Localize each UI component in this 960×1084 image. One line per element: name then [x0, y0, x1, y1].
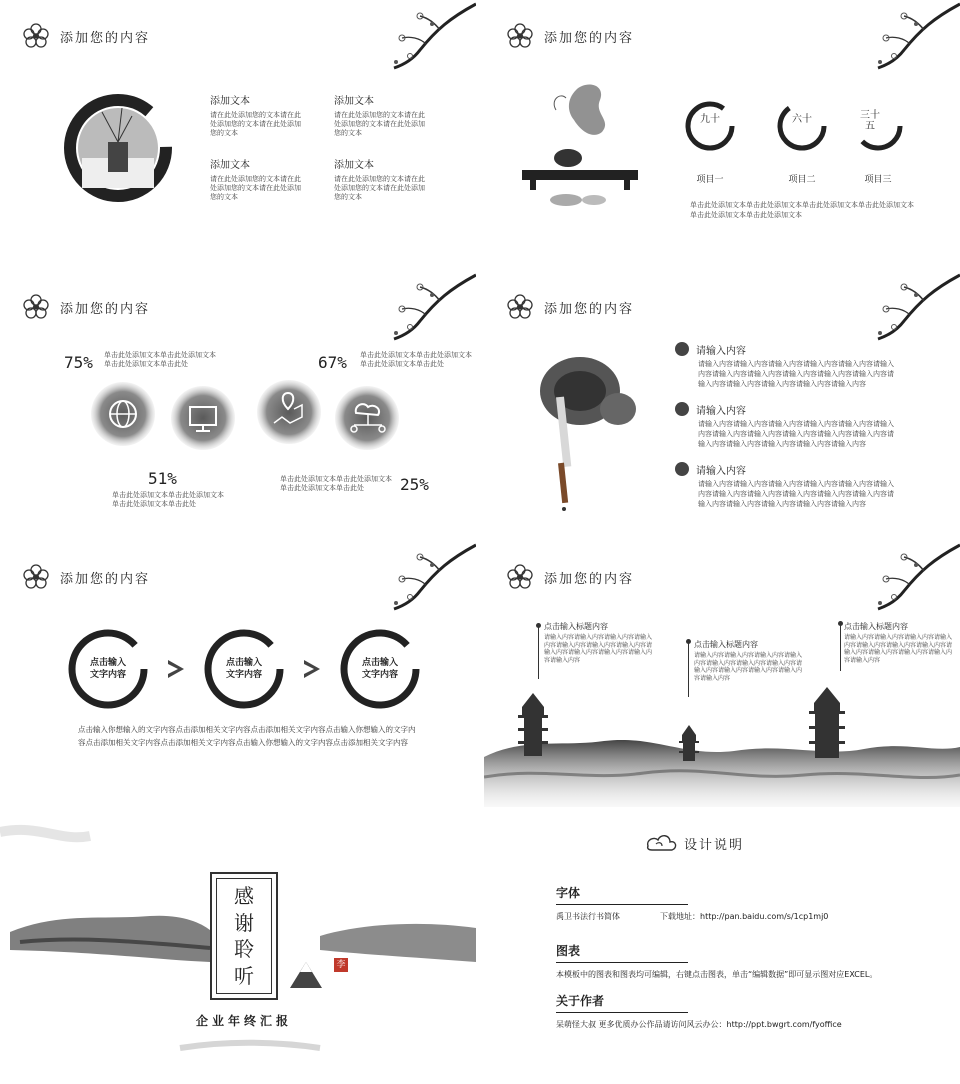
plum-flower-icon	[506, 22, 534, 50]
ink-dot-icon	[674, 341, 690, 357]
tea-set-image	[516, 70, 644, 210]
percent-value: 51%	[148, 469, 177, 488]
notes-section-heading: 图表	[556, 942, 688, 963]
ink-dot-icon	[674, 461, 690, 477]
percent-description: 单击此处添加文本单击此处添加文本单击此处添加文本单击此处	[104, 351, 216, 368]
plum-flower-icon	[22, 293, 50, 321]
text-block-heading: 添加文本	[334, 96, 374, 107]
thanks-char: 听	[234, 963, 254, 988]
text-block-2	[334, 92, 430, 138]
slide-header	[506, 563, 634, 591]
content-item-heading: 请输入内容	[696, 345, 746, 357]
content-item-heading: 请输入内容	[696, 465, 746, 477]
header-title: 添加您的内容	[544, 30, 635, 46]
auspicious-cloud-icon	[644, 830, 680, 854]
plum-branch-decoration	[864, 541, 960, 613]
pin-annotation	[544, 621, 654, 664]
text-block-4	[334, 156, 430, 202]
notes-section-heading: 字体	[556, 884, 688, 905]
flow-step-text: 点击输入 文字内容	[225, 658, 262, 680]
content-item	[674, 401, 894, 449]
plum-flower-icon	[22, 563, 50, 591]
slide-header	[22, 22, 150, 50]
thanks-char: 聆	[234, 937, 254, 962]
content-item-heading: 请输入内容	[696, 405, 746, 417]
slide-1[interactable]	[0, 0, 476, 266]
slide-4[interactable]	[484, 271, 960, 537]
text-block-heading: 添加文本	[334, 160, 374, 171]
plum-flower-icon	[506, 563, 534, 591]
pin-text: 请输入内容请输入内容请输入内容请输入内容请输入内容请输入内容请输入内容请输入内容请输入内容请输入内容请输入内容请输入内容	[844, 634, 953, 664]
slide-5[interactable]	[0, 541, 476, 807]
slide-3[interactable]	[0, 271, 476, 537]
percent-description: 单击此处添加文本单击此处添加文本单击此处添加文本单击此处	[280, 475, 392, 492]
red-seal-stamp: 李	[334, 958, 348, 972]
header-title: 添加您的内容	[60, 301, 151, 317]
brush-ring	[774, 98, 830, 154]
percent-description: 单击此处添加文本单击此处添加文本单击此处添加文本单击此处	[112, 491, 224, 508]
plum-flower-icon	[22, 22, 50, 50]
chevron-right-icon	[164, 657, 188, 681]
header-title: 添加您的内容	[544, 301, 635, 317]
notes-section-chart	[556, 942, 906, 980]
slide-paragraph: 单击此处添加文本单击此处添加文本单击此处添加文本单击此处添加文本单击此处添加文本单击此处添加文本	[690, 201, 914, 219]
slide-7[interactable]	[0, 812, 476, 1078]
inkstone-brush-image	[536, 333, 636, 533]
ring-label: 九十	[700, 114, 720, 125]
pin-heading: 点击输入标题内容	[844, 622, 908, 631]
slide-2[interactable]	[484, 0, 960, 266]
pagoda-landscape-image	[484, 677, 960, 807]
slide-header	[22, 293, 150, 321]
content-item	[674, 461, 894, 509]
plum-flower-icon	[506, 293, 534, 321]
project-label: 项目二	[788, 175, 816, 185]
globe-icon	[88, 379, 158, 449]
ink-dot-icon	[674, 401, 690, 417]
ink-ring-image	[62, 92, 174, 204]
text-block-body: 请在此处添加您的文本请在此处添加您的文本请在此处添加您的文本	[334, 175, 425, 201]
plum-branch-decoration	[380, 541, 476, 613]
content-item	[674, 341, 894, 389]
percent-value: 75%	[64, 353, 93, 372]
brush-ring	[682, 98, 738, 154]
slide-paragraph: 点击输入你想输入的文字内容点击添加相关文字内容点击添加相关文字内容点击输入你想输入的文字内容点击添加相关文字内容点击添加相关文字内容点击输入你想输入的文字内容点击添加相关文字内容	[78, 725, 416, 747]
thanks-char: 谢	[234, 910, 254, 935]
slide-header	[506, 22, 634, 50]
percent-value: 67%	[318, 353, 347, 372]
plum-branch-decoration	[864, 0, 960, 72]
content-item-text: 请输入内容请输入内容请输入内容请输入内容请输入内容请输入内容请输入内容请输入内容请输入内容请输入内容请输入内容请输入内容请输入内容请输入内容请输入内容请输入内容	[698, 360, 894, 388]
project-label: 项目三	[864, 175, 892, 185]
content-item-text: 请输入内容请输入内容请输入内容请输入内容请输入内容请输入内容请输入内容请输入内容请输入内容请输入内容请输入内容请输入内容请输入内容请输入内容请输入内容请输入内容	[698, 480, 894, 508]
project-label: 项目一	[696, 175, 724, 185]
text-block-heading: 添加文本	[210, 96, 250, 107]
chevron-right-icon	[300, 657, 324, 681]
pin-annotation	[694, 639, 804, 682]
map-pin-icon	[254, 377, 324, 447]
text-block-heading: 添加文本	[210, 160, 250, 171]
pin-line	[538, 625, 539, 679]
percent-value: 25%	[400, 475, 429, 494]
thanks-char: 感	[234, 884, 254, 909]
percent-description: 单击此处添加文本单击此处添加文本单击此处添加文本单击此处	[360, 351, 472, 368]
plum-branch-decoration	[380, 0, 476, 72]
text-block-body: 请在此处添加您的文本请在此处添加您的文本请在此处添加您的文本	[210, 175, 301, 201]
pin-line	[840, 623, 841, 671]
pin-text: 请输入内容请输入内容请输入内容请输入内容请输入内容请输入内容请输入内容请输入内容请输入内容请输入内容请输入内容请输入内容	[544, 634, 653, 664]
flow-step-text: 点击输入 文字内容	[89, 658, 126, 680]
company-report-title: 企业年终汇报	[196, 1014, 293, 1028]
slide-8[interactable]	[484, 812, 960, 1078]
plum-branch-decoration	[380, 271, 476, 343]
pin-heading: 点击输入标题内容	[544, 622, 608, 631]
slide-header	[22, 563, 150, 591]
design-notes-title: 设计说明	[684, 838, 745, 853]
ring-label: 六十	[792, 114, 812, 125]
slide-header	[506, 293, 634, 321]
header-title: 添加您的内容	[60, 571, 151, 587]
monitor-icon	[168, 383, 238, 453]
ring-label: 三十五	[860, 110, 880, 132]
notes-section-heading: 关于作者	[556, 992, 688, 1013]
text-block-body: 请在此处添加您的文本请在此处添加您的文本请在此处添加您的文本	[210, 111, 301, 137]
author-link-text[interactable]: 呆萌怪大叔 更多优质办公作品请访问风云办公：http://ppt.bwgrt.com/fyoffice	[556, 1020, 842, 1029]
slide-6[interactable]	[484, 541, 960, 807]
text-block-3	[210, 156, 306, 202]
notes-section-font	[556, 884, 906, 922]
flow-step-text: 点击输入 文字内容	[361, 658, 398, 680]
pin-text: 请输入内容请输入内容请输入内容请输入内容请输入内容请输入内容请输入内容请输入内容请输入内容请输入内容请输入内容请输入内容	[694, 652, 803, 682]
thanks-frame	[210, 872, 278, 1000]
notes-section-text: 禹卫书法行书简体	[556, 912, 620, 921]
cloud-network-icon	[332, 383, 402, 453]
header-title: 添加您的内容	[544, 571, 635, 587]
plum-branch-decoration	[864, 271, 960, 343]
pin-heading: 点击输入标题内容	[694, 640, 758, 649]
text-block-1	[210, 92, 306, 138]
content-item-text: 请输入内容请输入内容请输入内容请输入内容请输入内容请输入内容请输入内容请输入内容请输入内容请输入内容请输入内容请输入内容请输入内容请输入内容请输入内容请输入内容	[698, 420, 894, 448]
notes-section-text: 本模板中的图表和图表均可编辑，右键点击图表，单击“编辑数据”即可显示图对应EXCEL。	[556, 970, 878, 979]
download-link[interactable]: 下载地址：http://pan.baidu.com/s/1cp1mj0	[660, 912, 829, 921]
pin-annotation	[844, 621, 954, 664]
header-title: 添加您的内容	[60, 30, 151, 46]
notes-section-author	[556, 992, 906, 1030]
text-block-body: 请在此处添加您的文本请在此处添加您的文本请在此处添加您的文本	[334, 111, 425, 137]
